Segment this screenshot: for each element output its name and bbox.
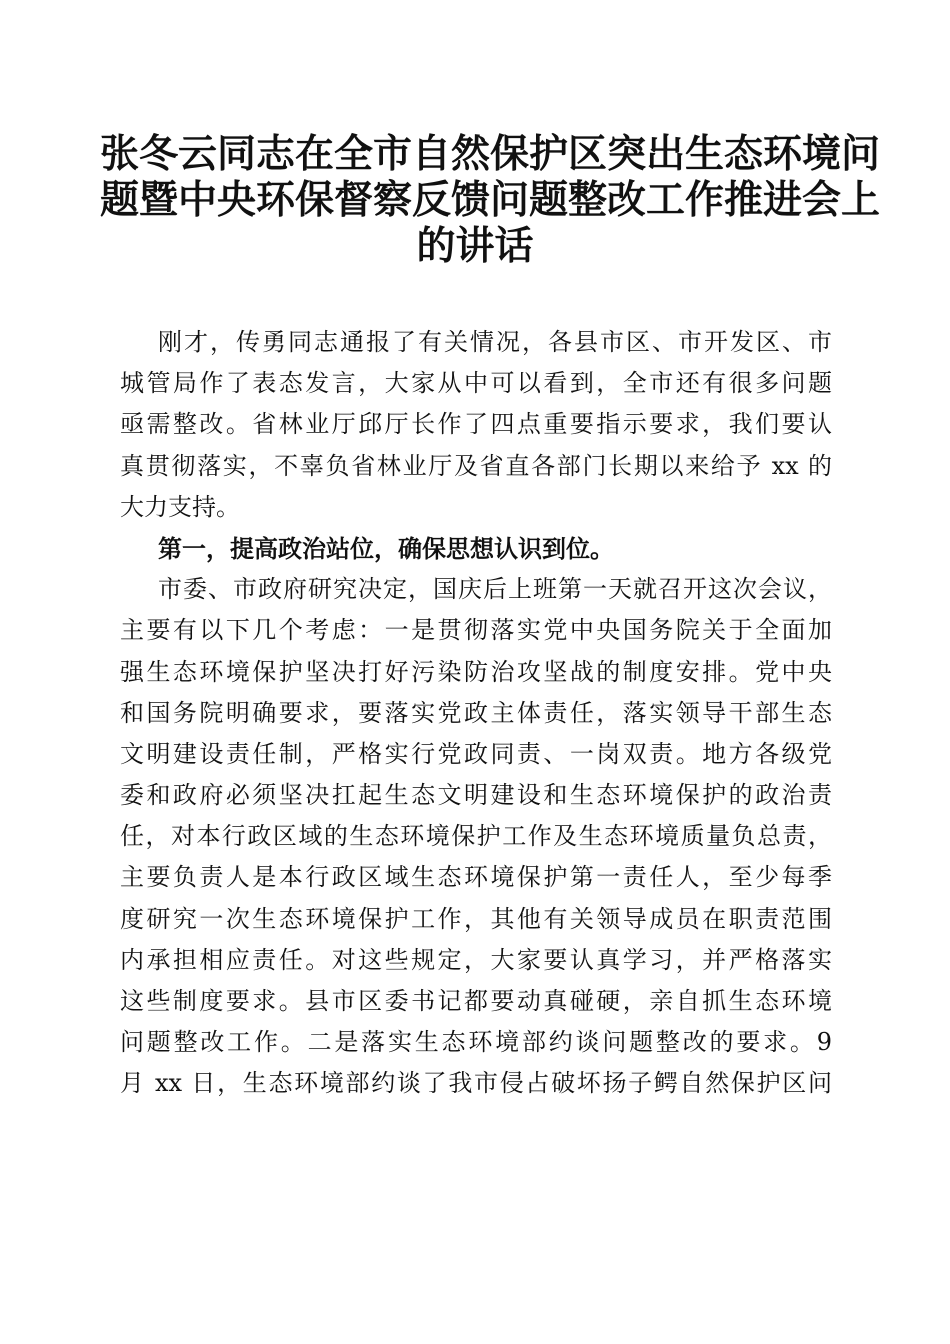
document-body bbox=[120, 322, 832, 1105]
title-line: 的讲话 bbox=[416, 224, 534, 269]
paragraph-line: 城管局作了表态发言，大家从中可以看到，全市还有很多问题 bbox=[120, 369, 832, 398]
paragraph-line: 真贯彻落实，不辜负省林业厅及省直各部门长期以来给予 xx 的 bbox=[120, 451, 832, 480]
paragraph-line: 主要有以下几个考虑：一是贯彻落实党中央国务院关于全面加 bbox=[120, 616, 832, 645]
paragraph-line: 内承担相应责任。对这些规定，大家要认真学习，并严格落实 bbox=[120, 945, 832, 974]
paragraph-line: 文明建设责任制，严格实行党政同责、一岗双责。地方各级党 bbox=[120, 739, 832, 768]
paragraph-line: 强生态环境保护坚决打好污染防治攻坚战的制度安排。党中央 bbox=[120, 657, 832, 686]
document-title bbox=[100, 132, 881, 270]
title-line: 题暨中央环保督察反馈问题整改工作推进会上 bbox=[100, 178, 881, 223]
paragraph-1 bbox=[120, 322, 832, 528]
paragraph-line: 度研究一次生态环境保护工作，其他有关领导成员在职责范围 bbox=[120, 904, 832, 933]
paragraph-line: 任，对本行政区域的生态环境保护工作及生态环境质量负总责， bbox=[120, 822, 832, 851]
title-line: 张冬云同志在全市自然保护区突出生态环境问 bbox=[100, 132, 881, 177]
paragraph-line: 大力支持。 bbox=[120, 492, 240, 521]
section-heading: 第一，提高政治站位，确保思想认识到位。 bbox=[158, 533, 614, 563]
paragraph-line: 主要负责人是本行政区域生态环境保护第一责任人，至少每季 bbox=[120, 863, 832, 892]
paragraph-line: 委和政府必须坚决扛起生态文明建设和生态环境保护的政治责 bbox=[120, 781, 832, 810]
paragraph-line: 市委、市政府研究决定，国庆后上班第一天就召开这次会议， bbox=[158, 575, 832, 604]
paragraph-line: 刚才，传勇同志通报了有关情况，各县市区、市开发区、市 bbox=[158, 328, 832, 356]
paragraph-line: 亟需整改。省林业厅邱厅长作了四点重要指示要求，我们要认 bbox=[120, 410, 832, 439]
paragraph-line: 月 xx 日，生态环境部约谈了我市侵占破坏扬子鳄自然保护区问 bbox=[120, 1069, 832, 1098]
paragraph-2 bbox=[120, 569, 832, 1104]
paragraph-line: 问题整改工作。二是落实生态环境部约谈问题整改的要求。9 bbox=[120, 1028, 832, 1057]
paragraph-line: 这些制度要求。县市区委书记都要动真碰硬，亲自抓生态环境 bbox=[120, 987, 832, 1015]
paragraph-line: 和国务院明确要求，要落实党政主体责任，落实领导干部生态 bbox=[120, 698, 832, 727]
